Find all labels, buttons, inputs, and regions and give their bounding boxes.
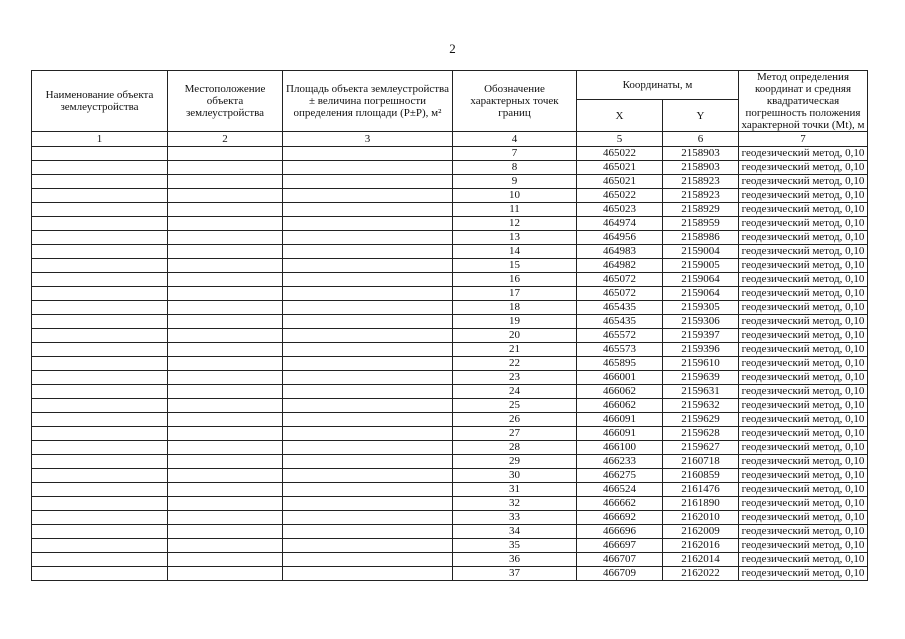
method-cell: геодезический метод, 0,10 [739, 217, 868, 231]
table-row [32, 147, 868, 161]
x-coordinate-cell: 465435 [577, 315, 663, 329]
point-cell: 18 [453, 301, 577, 315]
table-row [32, 301, 868, 315]
area-cell [283, 287, 453, 301]
method-cell: геодезический метод, 0,10 [739, 189, 868, 203]
point-cell: 13 [453, 231, 577, 245]
y-coordinate-cell: 2161476 [663, 483, 739, 497]
location-cell [168, 441, 283, 455]
y-coordinate-cell: 2158903 [663, 147, 739, 161]
method-cell: геодезический метод, 0,10 [739, 525, 868, 539]
x-coordinate-cell: 465895 [577, 357, 663, 371]
table-row [32, 371, 868, 385]
object-name-cell [32, 385, 168, 399]
y-coordinate-cell: 2159631 [663, 385, 739, 399]
area-cell [283, 189, 453, 203]
table-row [32, 469, 868, 483]
point-cell: 25 [453, 399, 577, 413]
area-cell [283, 413, 453, 427]
object-name-cell [32, 245, 168, 259]
object-name-cell [32, 175, 168, 189]
point-cell: 30 [453, 469, 577, 483]
method-cell: геодезический метод, 0,10 [739, 469, 868, 483]
area-cell [283, 175, 453, 189]
location-cell [168, 399, 283, 413]
table-row [32, 329, 868, 343]
location-cell [168, 245, 283, 259]
column-number: 2 [168, 132, 283, 147]
object-name-cell [32, 203, 168, 217]
x-coordinate-cell: 465021 [577, 161, 663, 175]
header-area: Площадь объекта землеустройства ± величина погрешности определения площади (Р±Р), м² [283, 71, 453, 132]
point-cell: 31 [453, 483, 577, 497]
x-coordinate-cell: 465022 [577, 189, 663, 203]
header-coordinates: Координаты, м [577, 71, 739, 100]
object-name-cell [32, 553, 168, 567]
location-cell [168, 217, 283, 231]
location-cell [168, 497, 283, 511]
table-row [32, 567, 868, 581]
object-name-cell [32, 455, 168, 469]
y-coordinate-cell: 2158903 [663, 161, 739, 175]
table-row [32, 287, 868, 301]
point-cell: 37 [453, 567, 577, 581]
area-cell [283, 343, 453, 357]
object-name-cell [32, 259, 168, 273]
location-cell [168, 231, 283, 245]
location-cell [168, 273, 283, 287]
y-coordinate-cell: 2158929 [663, 203, 739, 217]
table-row [32, 511, 868, 525]
y-coordinate-cell: 2159627 [663, 441, 739, 455]
point-cell: 27 [453, 427, 577, 441]
x-coordinate-cell: 466696 [577, 525, 663, 539]
object-name-cell [32, 231, 168, 245]
point-cell: 28 [453, 441, 577, 455]
object-name-cell [32, 217, 168, 231]
location-cell [168, 259, 283, 273]
point-cell: 9 [453, 175, 577, 189]
area-cell [283, 385, 453, 399]
table-row [32, 343, 868, 357]
x-coordinate-cell: 466062 [577, 385, 663, 399]
object-name-cell [32, 399, 168, 413]
object-name-cell [32, 497, 168, 511]
table-row [32, 553, 868, 567]
location-cell [168, 469, 283, 483]
y-coordinate-cell: 2159629 [663, 413, 739, 427]
point-cell: 32 [453, 497, 577, 511]
table-row [32, 203, 868, 217]
object-name-cell [32, 147, 168, 161]
method-cell: геодезический метод, 0,10 [739, 329, 868, 343]
point-cell: 14 [453, 245, 577, 259]
column-number: 1 [32, 132, 168, 147]
area-cell [283, 161, 453, 175]
area-cell [283, 245, 453, 259]
method-cell: геодезический метод, 0,10 [739, 273, 868, 287]
x-coordinate-cell: 465573 [577, 343, 663, 357]
header-method: Метод определения координат и средняя квадратическая погрешность положения характерной точки (Mt), м [739, 71, 868, 132]
x-coordinate-cell: 464974 [577, 217, 663, 231]
x-coordinate-cell: 466707 [577, 553, 663, 567]
object-name-cell [32, 287, 168, 301]
area-cell [283, 427, 453, 441]
point-cell: 19 [453, 315, 577, 329]
y-coordinate-cell: 2162016 [663, 539, 739, 553]
y-coordinate-cell: 2158959 [663, 217, 739, 231]
table-row [32, 399, 868, 413]
y-coordinate-cell: 2159064 [663, 287, 739, 301]
point-cell: 15 [453, 259, 577, 273]
method-cell: геодезический метод, 0,10 [739, 399, 868, 413]
point-cell: 24 [453, 385, 577, 399]
y-coordinate-cell: 2162009 [663, 525, 739, 539]
location-cell [168, 567, 283, 581]
location-cell [168, 287, 283, 301]
table-row [32, 315, 868, 329]
x-coordinate-cell: 466001 [577, 371, 663, 385]
x-coordinate-cell: 466091 [577, 427, 663, 441]
point-cell: 22 [453, 357, 577, 371]
table-row [32, 217, 868, 231]
area-cell [283, 399, 453, 413]
point-cell: 20 [453, 329, 577, 343]
method-cell: геодезический метод, 0,10 [739, 553, 868, 567]
point-cell: 35 [453, 539, 577, 553]
method-cell: геодезический метод, 0,10 [739, 497, 868, 511]
point-cell: 11 [453, 203, 577, 217]
method-cell: геодезический метод, 0,10 [739, 315, 868, 329]
location-cell [168, 413, 283, 427]
area-cell [283, 525, 453, 539]
area-cell [283, 203, 453, 217]
method-cell: геодезический метод, 0,10 [739, 483, 868, 497]
location-cell [168, 371, 283, 385]
x-coordinate-cell: 465072 [577, 287, 663, 301]
point-cell: 10 [453, 189, 577, 203]
y-coordinate-cell: 2160859 [663, 469, 739, 483]
area-cell [283, 357, 453, 371]
location-cell [168, 189, 283, 203]
area-cell [283, 553, 453, 567]
table-row [32, 441, 868, 455]
method-cell: геодезический метод, 0,10 [739, 203, 868, 217]
object-name-cell [32, 161, 168, 175]
object-name-cell [32, 567, 168, 581]
column-number: 7 [739, 132, 868, 147]
table-row [32, 525, 868, 539]
method-cell: геодезический метод, 0,10 [739, 287, 868, 301]
y-coordinate-cell: 2159639 [663, 371, 739, 385]
y-coordinate-cell: 2158986 [663, 231, 739, 245]
x-coordinate-cell: 466100 [577, 441, 663, 455]
object-name-cell [32, 371, 168, 385]
object-name-cell [32, 483, 168, 497]
point-cell: 17 [453, 287, 577, 301]
location-cell [168, 385, 283, 399]
method-cell: геодезический метод, 0,10 [739, 161, 868, 175]
location-cell [168, 525, 283, 539]
x-coordinate-cell: 464956 [577, 231, 663, 245]
y-coordinate-cell: 2159396 [663, 343, 739, 357]
area-cell [283, 497, 453, 511]
point-cell: 8 [453, 161, 577, 175]
method-cell: геодезический метод, 0,10 [739, 539, 868, 553]
area-cell [283, 455, 453, 469]
method-cell: геодезический метод, 0,10 [739, 301, 868, 315]
coordinates-table [31, 70, 868, 581]
table-row [32, 231, 868, 245]
method-cell: геодезический метод, 0,10 [739, 441, 868, 455]
location-cell [168, 175, 283, 189]
method-cell: геодезический метод, 0,10 [739, 371, 868, 385]
area-cell [283, 217, 453, 231]
column-number-row [32, 132, 868, 147]
area-cell [283, 147, 453, 161]
point-cell: 26 [453, 413, 577, 427]
table-row [32, 189, 868, 203]
table-row [32, 539, 868, 553]
x-coordinate-cell: 464982 [577, 259, 663, 273]
location-cell [168, 483, 283, 497]
method-cell: геодезический метод, 0,10 [739, 231, 868, 245]
object-name-cell [32, 343, 168, 357]
x-coordinate-cell: 465572 [577, 329, 663, 343]
location-cell [168, 161, 283, 175]
x-coordinate-cell: 466275 [577, 469, 663, 483]
x-coordinate-cell: 466692 [577, 511, 663, 525]
table-row [32, 161, 868, 175]
area-cell [283, 469, 453, 483]
y-coordinate-cell: 2159005 [663, 259, 739, 273]
x-coordinate-cell: 464983 [577, 245, 663, 259]
point-cell: 21 [453, 343, 577, 357]
x-coordinate-cell: 465021 [577, 175, 663, 189]
table-row [32, 413, 868, 427]
location-cell [168, 553, 283, 567]
y-coordinate-cell: 2162022 [663, 567, 739, 581]
method-cell: геодезический метод, 0,10 [739, 147, 868, 161]
object-name-cell [32, 329, 168, 343]
location-cell [168, 357, 283, 371]
y-coordinate-cell: 2162010 [663, 511, 739, 525]
object-name-cell [32, 427, 168, 441]
location-cell [168, 539, 283, 553]
x-coordinate-cell: 465022 [577, 147, 663, 161]
object-name-cell [32, 273, 168, 287]
area-cell [283, 511, 453, 525]
area-cell [283, 315, 453, 329]
header-y: Y [663, 100, 739, 132]
point-cell: 33 [453, 511, 577, 525]
y-coordinate-cell: 2159397 [663, 329, 739, 343]
y-coordinate-cell: 2161890 [663, 497, 739, 511]
y-coordinate-cell: 2159306 [663, 315, 739, 329]
method-cell: геодезический метод, 0,10 [739, 259, 868, 273]
x-coordinate-cell: 466662 [577, 497, 663, 511]
location-cell [168, 147, 283, 161]
y-coordinate-cell: 2158923 [663, 189, 739, 203]
column-number: 3 [283, 132, 453, 147]
location-cell [168, 343, 283, 357]
table-row [32, 245, 868, 259]
area-cell [283, 329, 453, 343]
header-x: X [577, 100, 663, 132]
object-name-cell [32, 511, 168, 525]
header-point-designation: Обозначение характерных точек границ [453, 71, 577, 132]
point-cell: 23 [453, 371, 577, 385]
x-coordinate-cell: 465435 [577, 301, 663, 315]
method-cell: геодезический метод, 0,10 [739, 455, 868, 469]
object-name-cell [32, 413, 168, 427]
object-name-cell [32, 301, 168, 315]
method-cell: геодезический метод, 0,10 [739, 175, 868, 189]
x-coordinate-cell: 466062 [577, 399, 663, 413]
table-row [32, 385, 868, 399]
x-coordinate-cell: 465023 [577, 203, 663, 217]
column-number: 5 [577, 132, 663, 147]
point-cell: 12 [453, 217, 577, 231]
column-number: 4 [453, 132, 577, 147]
location-cell [168, 455, 283, 469]
area-cell [283, 483, 453, 497]
x-coordinate-cell: 465072 [577, 273, 663, 287]
table-row [32, 273, 868, 287]
method-cell: геодезический метод, 0,10 [739, 413, 868, 427]
object-name-cell [32, 315, 168, 329]
column-number: 6 [663, 132, 739, 147]
location-cell [168, 203, 283, 217]
point-cell: 7 [453, 147, 577, 161]
y-coordinate-cell: 2158923 [663, 175, 739, 189]
area-cell [283, 273, 453, 287]
y-coordinate-cell: 2159305 [663, 301, 739, 315]
location-cell [168, 315, 283, 329]
point-cell: 34 [453, 525, 577, 539]
table-row [32, 357, 868, 371]
point-cell: 29 [453, 455, 577, 469]
table-row [32, 497, 868, 511]
object-name-cell [32, 189, 168, 203]
y-coordinate-cell: 2159628 [663, 427, 739, 441]
area-cell [283, 371, 453, 385]
location-cell [168, 511, 283, 525]
method-cell: геодезический метод, 0,10 [739, 245, 868, 259]
y-coordinate-cell: 2159064 [663, 273, 739, 287]
page-number: 2 [449, 41, 456, 56]
object-name-cell [32, 525, 168, 539]
point-cell: 16 [453, 273, 577, 287]
area-cell [283, 231, 453, 245]
area-cell [283, 539, 453, 553]
method-cell: геодезический метод, 0,10 [739, 567, 868, 581]
method-cell: геодезический метод, 0,10 [739, 385, 868, 399]
location-cell [168, 427, 283, 441]
x-coordinate-cell: 466709 [577, 567, 663, 581]
area-cell [283, 259, 453, 273]
y-coordinate-cell: 2159632 [663, 399, 739, 413]
y-coordinate-cell: 2160718 [663, 455, 739, 469]
location-cell [168, 301, 283, 315]
location-cell [168, 329, 283, 343]
y-coordinate-cell: 2159610 [663, 357, 739, 371]
table-row [32, 483, 868, 497]
area-cell [283, 567, 453, 581]
object-name-cell [32, 539, 168, 553]
point-cell: 36 [453, 553, 577, 567]
x-coordinate-cell: 466233 [577, 455, 663, 469]
table-row [32, 427, 868, 441]
table-row [32, 259, 868, 273]
object-name-cell [32, 441, 168, 455]
method-cell: геодезический метод, 0,10 [739, 427, 868, 441]
object-name-cell [32, 357, 168, 371]
header-object-name: Наименование объекта землеустройства [32, 71, 168, 132]
object-name-cell [32, 469, 168, 483]
x-coordinate-cell: 466524 [577, 483, 663, 497]
header-location: Местоположение объекта землеустройства [168, 71, 283, 132]
table-row [32, 455, 868, 469]
y-coordinate-cell: 2162014 [663, 553, 739, 567]
table-row [32, 175, 868, 189]
x-coordinate-cell: 466697 [577, 539, 663, 553]
method-cell: геодезический метод, 0,10 [739, 357, 868, 371]
y-coordinate-cell: 2159004 [663, 245, 739, 259]
area-cell [283, 441, 453, 455]
method-cell: геодезический метод, 0,10 [739, 511, 868, 525]
method-cell: геодезический метод, 0,10 [739, 343, 868, 357]
area-cell [283, 301, 453, 315]
x-coordinate-cell: 466091 [577, 413, 663, 427]
